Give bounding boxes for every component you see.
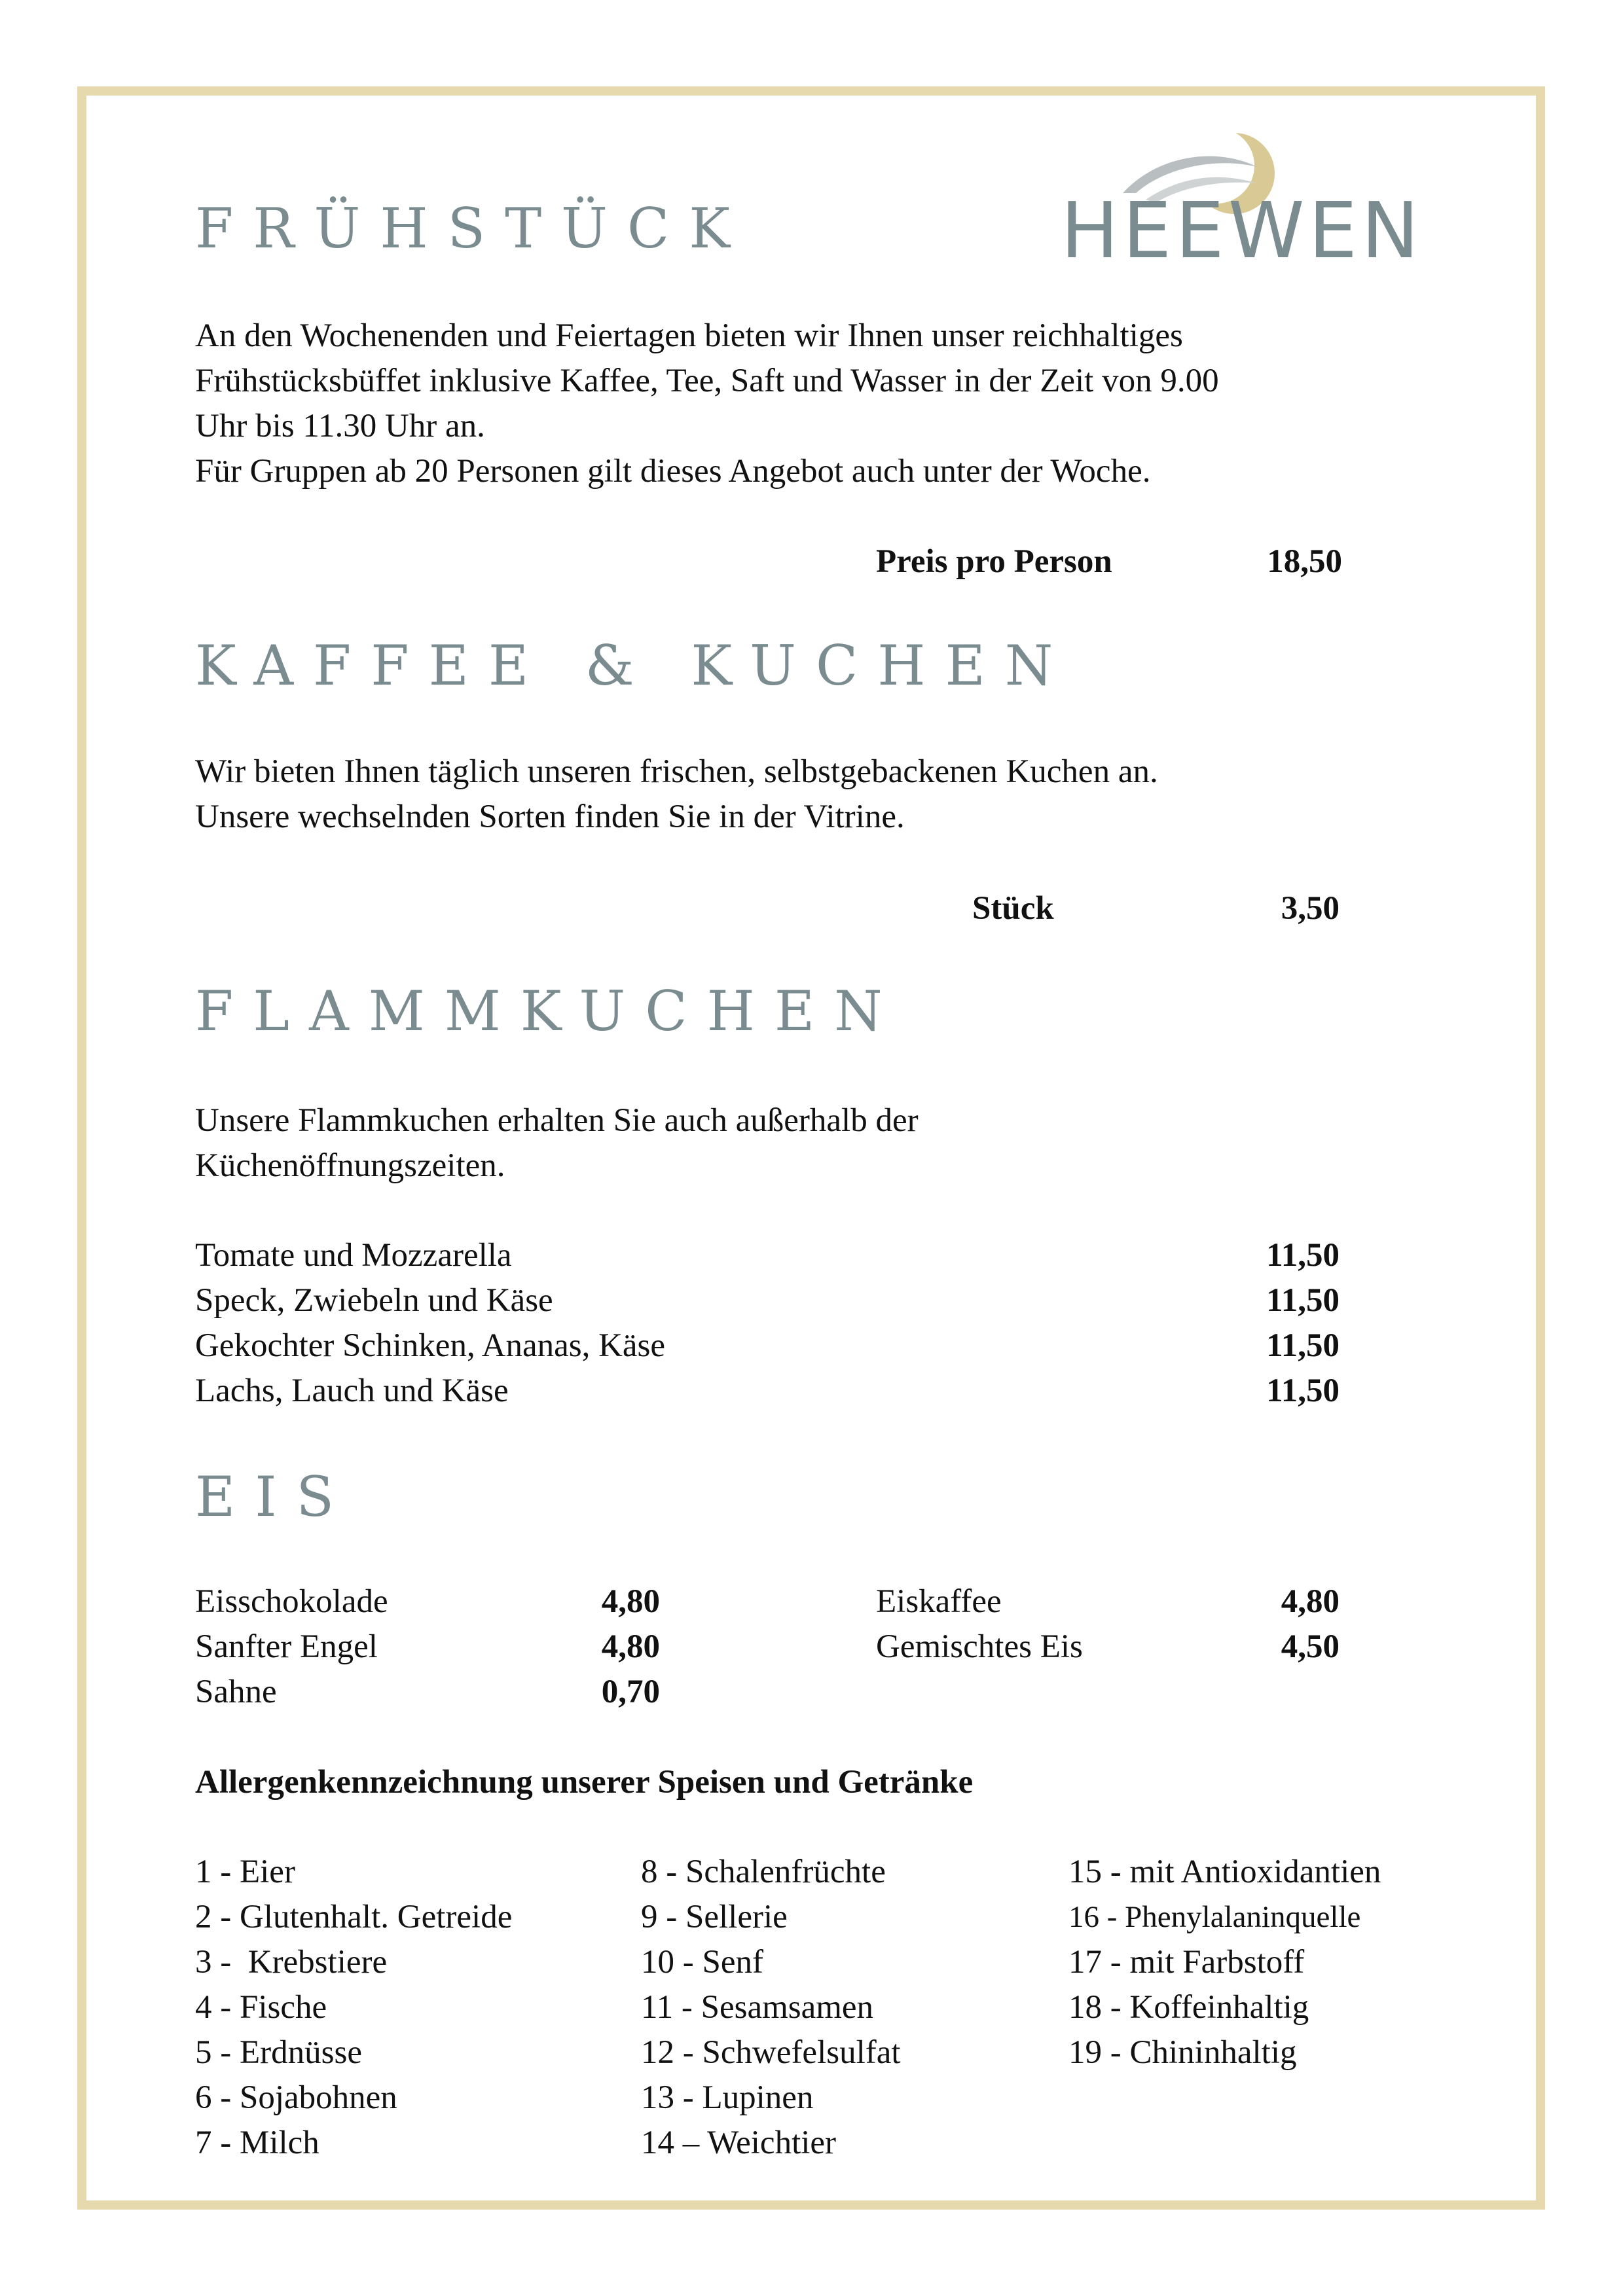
allergen-item: 9 - Sellerie: [641, 1899, 788, 1935]
flammkuchen-item-price: 11,50: [1266, 1282, 1340, 1319]
allergen-item: 2 - Glutenhalt. Getreide: [195, 1899, 513, 1935]
flammkuchen-item-price: 11,50: [1266, 1372, 1340, 1409]
allergen-item: 5 - Erdnüsse: [195, 2034, 362, 2071]
section-title-kaffee-kuchen: KAFFEE & KUCHEN: [195, 634, 1073, 698]
section-title-flammkuchen: FLAMMKUCHEN: [195, 979, 902, 1043]
eis-item-price: 4,80: [601, 1583, 660, 1620]
allergen-item: 8 - Schalenfrüchte: [641, 1854, 886, 1890]
fruehstueck-price: 18,50: [1267, 543, 1342, 580]
eis-item-price: 4,80: [601, 1628, 660, 1665]
logo-wordmark: HEEWEN: [1061, 185, 1423, 276]
fruehstueck-price-label: Preis pro Person: [876, 543, 1112, 580]
eis-item-price: 0,70: [601, 1674, 660, 1710]
allergen-item: 19 - Chininhaltig: [1068, 2034, 1297, 2071]
allergen-item: 12 - Schwefelsulfat: [641, 2034, 901, 2071]
logo: [1061, 128, 1423, 276]
eis-item-name: Sanfter Engel: [195, 1628, 378, 1665]
allergen-item: 10 - Senf: [641, 1944, 763, 1981]
kaffee-price: 3,50: [1281, 890, 1340, 927]
allergen-item: 11 - Sesamsamen: [641, 1989, 874, 2026]
allergen-item: 4 - Fische: [195, 1989, 327, 2026]
eis-item-name: Gemischtes Eis: [876, 1628, 1083, 1665]
eis-item-price: 4,80: [1281, 1583, 1340, 1620]
kaffee-text-line-1: Wir bieten Ihnen täglich unseren frischen, selbstgebackenen Kuchen an.: [195, 753, 1158, 790]
allergen-item: 1 - Eier: [195, 1854, 295, 1890]
fruehstueck-text-line-1: An den Wochenenden und Feiertagen bieten wir Ihnen unser reichhaltiges: [195, 317, 1183, 354]
flammkuchen-item-name: Gekochter Schinken, Ananas, Käse: [195, 1327, 666, 1364]
allergen-item: 13 - Lupinen: [641, 2079, 814, 2116]
flammkuchen-text-line-1: Unsere Flammkuchen erhalten Sie auch außerhalb der: [195, 1102, 919, 1139]
eis-item-name: Sahne: [195, 1674, 277, 1710]
section-title-fruehstueck: FRÜHSTÜCK: [195, 196, 750, 260]
allergen-item: 3 - Krebstiere: [195, 1944, 388, 1981]
flammkuchen-item-name: Lachs, Lauch und Käse: [195, 1372, 509, 1409]
kaffee-text-line-2: Unsere wechselnden Sorten finden Sie in der Vitrine.: [195, 798, 905, 835]
eis-item-price: 4,50: [1281, 1628, 1340, 1665]
flammkuchen-item-price: 11,50: [1266, 1327, 1340, 1364]
allergen-item: 16 - Phenylalaninquelle: [1068, 1900, 1361, 1934]
allergen-item: 14 – Weichtier: [641, 2125, 837, 2161]
flammkuchen-item-price: 11,50: [1266, 1237, 1340, 1274]
section-title-eis: EIS: [195, 1465, 354, 1529]
flammkuchen-item-name: Speck, Zwiebeln und Käse: [195, 1282, 553, 1319]
flammkuchen-text-line-2: Küchenöffnungszeiten.: [195, 1147, 505, 1184]
fruehstueck-text-line-2: Frühstücksbüffet inklusive Kaffee, Tee, Saft und Wasser in der Zeit von 9.00: [195, 363, 1219, 399]
eis-item-name: Eiskaffee: [876, 1583, 1002, 1620]
allergen-item: 17 - mit Farbstoff: [1068, 1944, 1305, 1981]
fruehstueck-text-line-3: Uhr bis 11.30 Uhr an.: [195, 408, 485, 444]
allergene-title: Allergenkennzeichnung unserer Speisen und Getränke: [195, 1764, 974, 1801]
allergen-item: 7 - Milch: [195, 2125, 319, 2161]
eis-item-name: Eisschokolade: [195, 1583, 388, 1620]
fruehstueck-text-line-4: Für Gruppen ab 20 Personen gilt dieses Angebot auch unter der Woche.: [195, 453, 1151, 490]
allergen-item: 15 - mit Antioxidantien: [1068, 1854, 1381, 1890]
flammkuchen-item-name: Tomate und Mozzarella: [195, 1237, 512, 1274]
allergen-item: 6 - Sojabohnen: [195, 2079, 397, 2116]
kaffee-price-label: Stück: [972, 890, 1054, 927]
allergen-item: 18 - Koffeinhaltig: [1068, 1989, 1309, 2026]
